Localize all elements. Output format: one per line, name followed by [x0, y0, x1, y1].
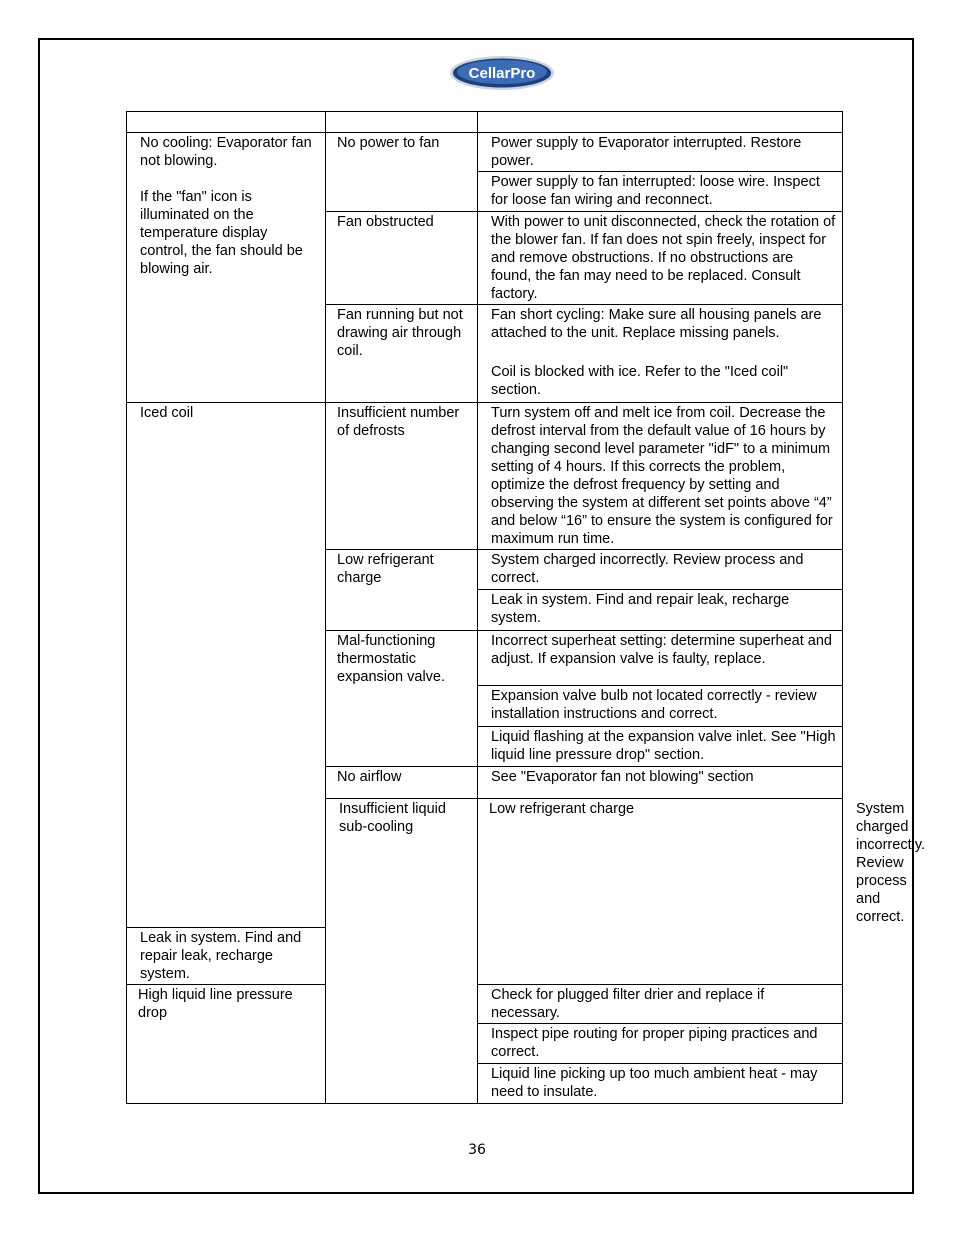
page-number: 36: [468, 1142, 486, 1158]
solution-cell: With power to unit disconnected, check the rotation of the blower fan. If fan does not spin freely, inspect for and remove obstructions. If no obstructions are found, the fan may need to be replaced. Consult factory.: [478, 212, 843, 305]
solution-cell: Leak in system. Find and repair leak, recharge system.: [478, 590, 843, 631]
cause-cell: High liquid line pressure drop: [127, 985, 326, 1104]
solution-cell: Power supply to fan interrupted: loose wire. Inspect for loose fan wiring and reconnect.: [478, 172, 843, 212]
table-row: Insufficient liquid sub-cooling Low refrigerant charge System charged incorrectly. Review process and correct.: [127, 799, 843, 928]
solution-cell: Liquid flashing at the expansion valve inlet. See "High liquid line pressure drop" section.: [478, 727, 843, 767]
cause-cell: Fan obstructed: [326, 212, 478, 305]
problem-cell: [326, 799, 478, 1104]
solution-cell: Turn system off and melt ice from coil. Decrease the defrost interval from the default value of 16 hours by changing second level parameter "idF" to a minimum setting of 4 hours. If this corrects the problem, optimize the defrost frequency by setting and observing the system at different set points above “4” and below “16” to ensure the system is configured for maximum run time.: [478, 403, 843, 550]
solution-cell: System charged incorrectly. Review process and correct.: [478, 550, 843, 590]
problem-cell: [127, 133, 326, 403]
solution-cell: See "Evaporator fan not blowing" section: [478, 767, 843, 799]
cause-cell: No power to fan: [326, 133, 478, 212]
logo-text: CellarPro: [468, 65, 536, 82]
solution-cell: Inspect pipe routing for proper piping practices and correct.: [478, 1024, 843, 1064]
header-cell: [127, 112, 326, 133]
solution-cell: Coil is blocked with ice. Refer to the "Iced coil" section.: [478, 362, 843, 403]
solution-cell: Power supply to Evaporator interrupted. Restore power.: [478, 133, 843, 172]
problem-text: Iced coil: [140, 405, 194, 421]
problem-text: No cooling: Evaporator fan not blowing.: [140, 135, 312, 169]
cause-cell: No airflow: [326, 767, 478, 799]
table-row: [127, 133, 843, 172]
cause-cell: Low refrigerant charge: [478, 799, 843, 985]
cause-cell: Fan running but not drawing air through coil.: [326, 305, 478, 403]
solution-cell: Check for plugged filter drier and replace if necessary.: [478, 985, 843, 1024]
table-row: [127, 403, 843, 550]
solution-cell: Expansion valve bulb not located correctly - review installation instructions and correct.: [478, 686, 843, 727]
cellarpro-logo: [449, 55, 555, 91]
table-row: [127, 985, 843, 1024]
cause-cell: Insufficient number of defrosts: [326, 403, 478, 550]
solution-cell: Liquid line picking up too much ambient heat - may need to insulate.: [478, 1064, 843, 1104]
problem-text: If the "fan" icon is illuminated on the temperature display control, the fan should be blowing air.: [140, 189, 303, 277]
solution-cell: Incorrect superheat setting: determine superheat and adjust. If expansion valve is faulty, replace.: [478, 631, 843, 686]
header-cell: [326, 112, 478, 133]
header-cell: [478, 112, 843, 133]
troubleshooting-table: [126, 111, 926, 1104]
cause-cell: Low refrigerant charge: [326, 550, 478, 631]
problem-cell: [127, 403, 326, 928]
cause-cell: Mal-functioning thermostatic expansion valve.: [326, 631, 478, 767]
solution-cell: Leak in system. Find and repair leak, recharge system.: [127, 928, 326, 985]
solution-cell: Fan short cycling: Make sure all housing panels are attached to the unit. Replace missing panels.: [478, 305, 843, 362]
header-row: [127, 112, 843, 133]
problem-text: Insufficient liquid sub-cooling: [339, 801, 446, 835]
